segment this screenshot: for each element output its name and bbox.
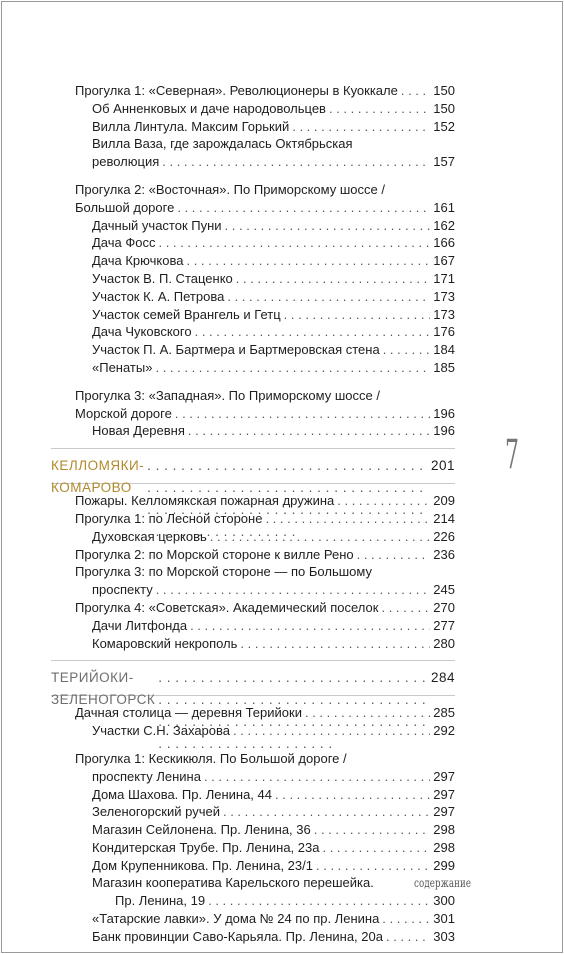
toc-group [75, 704, 455, 740]
entry-title: Прогулка 1: Кескикюля. По Большой дороге / [75, 750, 347, 766]
toc-entry[interactable] [75, 118, 455, 136]
dot-leader [292, 118, 430, 136]
toc-entry[interactable] [75, 492, 455, 510]
page-ref: 245 [433, 582, 455, 598]
toc-entry[interactable] [75, 341, 455, 359]
dot-leader [208, 892, 430, 910]
entry-title: проспекту Ленина [92, 768, 201, 784]
toc-entry[interactable] [75, 768, 455, 786]
dot-leader [322, 839, 430, 857]
entry-title: «Татарские лавки». У дома № 24 по пр. Ленина [92, 911, 380, 927]
toc-entry[interactable] [75, 581, 455, 599]
entry-title: Дачная столица — деревня Терийоки [75, 705, 302, 721]
toc-entry[interactable] [75, 892, 455, 910]
dot-leader [233, 722, 430, 740]
entry-title: Дома Шахова. Пр. Ленина, 44 [92, 786, 272, 802]
entry-title: Дачи Литфонда [92, 617, 188, 633]
entry-title: Прогулка 3: «Западная». По Приморскому шоссе / [75, 387, 380, 403]
entry-title: Морской дороге [75, 405, 172, 421]
page-ref: 298 [433, 839, 455, 855]
page-ref: 196 [433, 423, 455, 439]
entry-title: Прогулка 2: по Морской стороне к вилле Рено [75, 546, 354, 562]
toc-entry[interactable] [75, 821, 455, 839]
dot-leader [401, 82, 430, 100]
entry-title: Прогулка 3: по Морской стороне — по Большому [75, 564, 372, 580]
dot-leader [223, 803, 430, 821]
toc-section-heading[interactable] [51, 667, 455, 708]
page-number: 7 [505, 432, 519, 478]
page-ref: 196 [433, 405, 455, 421]
toc-group [75, 387, 455, 440]
section-divider [51, 448, 455, 449]
toc-entry[interactable] [75, 510, 455, 528]
entry-title: революция [92, 154, 160, 170]
toc-entry [75, 135, 455, 153]
dot-leader [316, 857, 430, 875]
toc-entry[interactable] [75, 82, 455, 100]
entry-title: Прогулка 4: «Советская». Академический поселок [75, 599, 379, 615]
toc-entry[interactable] [75, 252, 455, 270]
toc-entry[interactable] [75, 199, 455, 217]
page-ref: 236 [433, 546, 455, 562]
toc-entry[interactable] [75, 306, 455, 324]
section-title: КЕЛЛОМЯКИ-КОМАРОВО [51, 458, 145, 496]
toc-entry[interactable] [75, 100, 455, 118]
entry-title: Прогулка 1: по Лесной стороне [75, 510, 263, 526]
spacer [75, 377, 455, 387]
toc-entry [75, 387, 455, 405]
entry-title: Пр. Ленина, 19 [115, 893, 206, 909]
dot-leader [314, 821, 431, 839]
entry-title: Участок В. П. Стаценко [92, 270, 233, 286]
page-ref: 300 [433, 893, 455, 909]
dot-leader [186, 252, 430, 270]
toc-group [75, 492, 455, 652]
toc-entry [75, 874, 455, 892]
toc-entry [75, 181, 455, 199]
entry-title: Дача Фосс [92, 235, 156, 251]
dot-leader [265, 510, 430, 528]
entry-title: Дом Крупенникова. Пр. Ленина, 23/1 [92, 857, 313, 873]
toc-entry[interactable] [75, 857, 455, 875]
entry-title: Дачный участок Пуни [92, 217, 222, 233]
page-ref: 303 [433, 928, 455, 944]
page-ref: 214 [433, 510, 455, 526]
toc-entry[interactable] [75, 786, 455, 804]
page-ref: 185 [433, 359, 455, 375]
dot-leader [175, 405, 430, 423]
toc-entry[interactable] [75, 722, 455, 740]
entry-title: Участок П. А. Бартмера и Бартмеровская стена [92, 342, 380, 358]
toc-entry[interactable] [75, 359, 455, 377]
dot-leader [305, 704, 430, 722]
page-ref: 150 [433, 83, 455, 98]
entry-title: Об Анненковых и даче народовольцев [92, 100, 326, 116]
page-ref: 284 [430, 670, 455, 686]
page-ref: 176 [433, 324, 455, 340]
toc-entry[interactable] [75, 217, 455, 235]
entry-title: Новая Деревня [92, 423, 185, 439]
page-ref: 277 [433, 617, 455, 633]
dot-leader [357, 546, 431, 564]
spacer [75, 440, 455, 448]
toc-section-heading[interactable] [51, 455, 455, 496]
entry-title: Пожары. Келломякская пожарная дружина [75, 493, 335, 509]
entry-title: Большой дороге [75, 199, 175, 215]
page-ref: 201 [430, 458, 455, 474]
page-ref: 299 [433, 857, 455, 873]
toc-group [75, 181, 455, 377]
dot-leader [383, 341, 431, 359]
dot-leader [236, 270, 431, 288]
dot-leader [275, 786, 430, 804]
dot-leader [162, 153, 430, 171]
dot-leader [195, 323, 431, 341]
page-ref: 301 [433, 911, 455, 927]
dot-leader [284, 306, 431, 324]
dot-leader [329, 100, 430, 118]
toc-entry[interactable] [75, 422, 455, 440]
dot-leader [382, 910, 430, 928]
page-ref: 173 [433, 306, 455, 322]
entry-title: Участок семей Врангель и Гетц [92, 306, 281, 322]
toc-entry[interactable] [75, 910, 455, 928]
section-title: ТЕРИЙОКИ-ЗЕЛЕНОГОРСК [51, 670, 156, 708]
running-footer: содержание [414, 876, 472, 890]
entry-title: проспекту [92, 582, 153, 598]
dot-leader [190, 617, 430, 635]
page-ref: 173 [433, 288, 455, 304]
toc-entry[interactable] [75, 617, 455, 635]
dot-leader [204, 768, 430, 786]
dot-leader [240, 635, 430, 653]
entry-title: Участки С.Н. Захарова [92, 723, 231, 739]
toc-entry[interactable] [75, 704, 455, 722]
page-ref: 150 [433, 100, 455, 116]
entry-title: Вилла Ваза, где зарождалась Октябрьская [92, 136, 353, 152]
toc-entry[interactable] [75, 405, 455, 423]
toc-entry[interactable] [75, 234, 455, 252]
dot-leader [210, 528, 431, 546]
page-ref: 162 [433, 217, 455, 233]
page-ref: 270 [433, 599, 455, 615]
entry-title: Магазин Сейлонена. Пр. Ленина, 36 [92, 822, 311, 838]
entry-title: Прогулка 1: «Северная». Революционеры в Куоккале [75, 83, 398, 98]
toc-group [75, 750, 455, 946]
page-ref: 298 [433, 822, 455, 838]
page-ref: 157 [433, 154, 455, 170]
entry-title: Комаровский некрополь [92, 635, 238, 651]
entry-title: Зеленогорский ручей [92, 804, 220, 820]
toc-entry [75, 750, 455, 768]
toc-entry[interactable] [75, 528, 455, 546]
page-ref: 184 [433, 342, 455, 358]
page-ref: 161 [433, 199, 455, 215]
entry-title: «Пенаты» [92, 359, 153, 375]
toc-entry[interactable] [75, 928, 455, 946]
toc-entry[interactable] [75, 323, 455, 341]
toc-entry[interactable] [75, 288, 455, 306]
dot-leader [225, 217, 431, 235]
toc-entry[interactable] [75, 546, 455, 564]
table-of-contents [51, 82, 455, 946]
entry-title: Банк провинции Саво-Карьяла. Пр. Ленина, 20а [92, 928, 383, 944]
page-ref: 171 [433, 270, 455, 286]
dot-leader [155, 359, 430, 377]
page-ref: 285 [433, 705, 455, 721]
spacer [75, 652, 455, 660]
toc-entry[interactable] [75, 803, 455, 821]
dot-leader [227, 288, 430, 306]
toc-group [75, 82, 455, 171]
page-ref: 297 [433, 786, 455, 802]
dot-leader [337, 492, 430, 510]
spacer [75, 171, 455, 181]
toc-entry[interactable] [75, 599, 455, 617]
page-ref: 280 [433, 635, 455, 651]
entry-title: Прогулка 2: «Восточная». По Приморскому шоссе / [75, 181, 385, 197]
toc-entry [75, 563, 455, 581]
dot-leader [188, 422, 430, 440]
page-ref: 167 [433, 253, 455, 269]
toc-entry[interactable] [75, 635, 455, 653]
entry-title: Вилла Линтула. Максим Горький [92, 118, 290, 134]
page-ref: 226 [433, 528, 455, 544]
dot-leader [381, 599, 430, 617]
dot-leader [386, 928, 430, 946]
page-ref: 292 [433, 723, 455, 739]
entry-title: Кондитерская Трубе. Пр. Ленина, 23а [92, 839, 320, 855]
page-ref: 152 [433, 118, 455, 134]
entry-title: Дача Чуковского [92, 324, 192, 340]
dot-leader [156, 581, 431, 599]
entry-title: Участок К. А. Петрова [92, 288, 225, 304]
toc-entry[interactable] [75, 153, 455, 171]
dot-leader [158, 234, 430, 252]
toc-entry[interactable] [75, 839, 455, 857]
page-ref: 209 [433, 493, 455, 509]
section-divider [51, 660, 455, 661]
page-ref: 297 [433, 768, 455, 784]
page-ref: 166 [433, 235, 455, 251]
dot-leader [177, 199, 430, 217]
entry-title: Духовская церковь [92, 528, 207, 544]
entry-title: Дача Крючкова [92, 253, 184, 269]
toc-entry[interactable] [75, 270, 455, 288]
page-ref: 297 [433, 804, 455, 820]
entry-title: Магазин кооператива Карельского перешейка. [92, 875, 374, 891]
